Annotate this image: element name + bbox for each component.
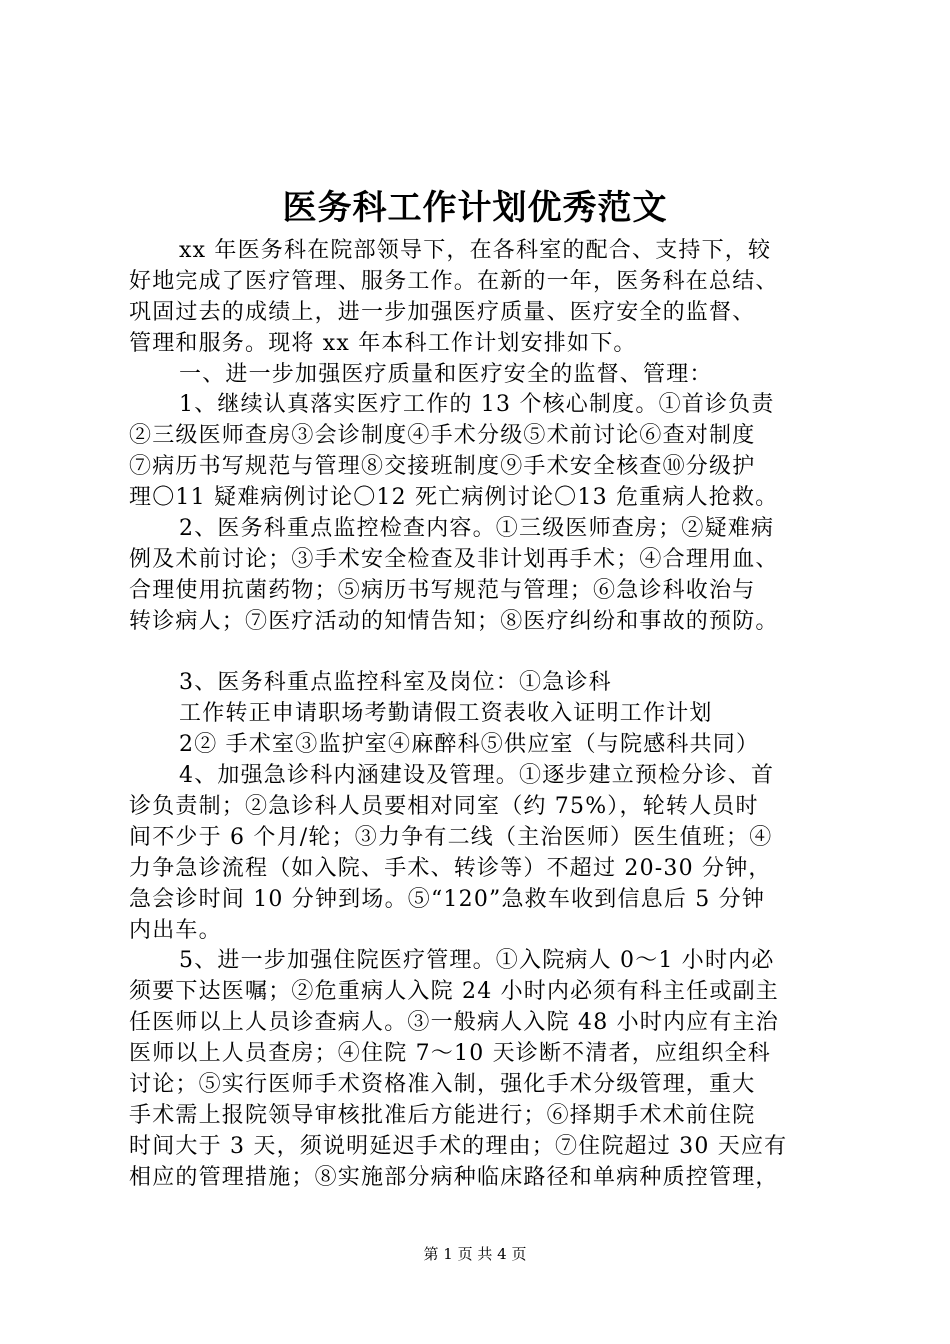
paragraph-line: 内出车。 bbox=[129, 917, 222, 943]
paragraph-line: 急会诊时间 10 分钟到场。⑤“120”急救车收到信息后 5 分钟 bbox=[129, 886, 766, 912]
paragraph-line: xx 年医务科在院部领导下，在各科室的配合、支持下，较 bbox=[179, 238, 772, 263]
paragraph-line: 3、医务科重点监控科室及岗位：①急诊科 bbox=[179, 670, 612, 696]
paragraph-line: 诊负责制；②急诊科人员要相对同室（约 75%），轮转人员时 bbox=[129, 794, 759, 820]
paragraph-line: 手术需上报院领导审核批准后方能进行；⑥择期手术术前住院 bbox=[129, 1102, 756, 1128]
paragraph-line: 医师以上人员查房；④住院 7～10 天诊断不清者，应组织全科 bbox=[129, 1041, 771, 1067]
paragraph-line: 好地完成了医疗管理、服务工作。在新的一年，医务科在总结、 bbox=[129, 268, 779, 294]
paragraph-line: ②三级医师查房③会诊制度④手术分级⑤术前讨论⑥查对制度 bbox=[129, 423, 756, 449]
paragraph-line: 5、进一步加强住院医疗管理。①入院病人 0～1 小时内必 bbox=[179, 948, 775, 974]
paragraph-line: 转诊病人；⑦医疗活动的知情告知；⑧医疗纠纷和事故的预防。 bbox=[129, 608, 779, 634]
page-footer: 第 1 页 共 4 页 bbox=[423, 1245, 527, 1263]
paragraph-line: 须要下达医嘱；②危重病人入院 24 小时内必须有科主任或副主 bbox=[129, 979, 779, 1005]
section-heading: 一、进一步加强医疗质量和医疗安全的监督、管理： bbox=[179, 361, 713, 387]
paragraph-line: 4、加强急诊科内涵建设及管理。①逐步建立预检分诊、首 bbox=[179, 763, 775, 789]
paragraph-line: 间不少于 6 个月/轮；③力争有二线（主治医师）医生值班；④ bbox=[129, 824, 773, 850]
paragraph-line: 管理和服务。现将 xx 年本科工作计划安排如下。 bbox=[129, 330, 637, 356]
paragraph-line: 巩固过去的成绩上，进一步加强医疗质量、医疗安全的监督、 bbox=[129, 299, 756, 325]
document-title: 医务科工作计划优秀范文 bbox=[282, 188, 668, 228]
document-body bbox=[129, 236, 849, 1194]
paragraph-line: 合理使用抗菌药物；⑤病历书写规范与管理；⑥急诊科收治与 bbox=[129, 577, 756, 603]
paragraph-line: 力争急诊流程（如入院、手术、转诊等）不超过 20-30 分钟， bbox=[129, 855, 772, 881]
paragraph-line: 2、医务科重点监控检查内容。①三级医师查房；②疑难病 bbox=[179, 516, 775, 542]
paragraph-line: 理〇11 疑难病例讨论〇12 死亡病例讨论〇13 危重病人抢救。 bbox=[129, 485, 779, 511]
paragraph-line: 相应的管理措施；⑧实施部分病种临床路径和单病种质控管理， bbox=[129, 1164, 779, 1190]
paragraph-line: 2② 手术室③监护室④麻醉科⑤供应室（与院感科共同） bbox=[179, 732, 760, 758]
paragraph-line: 讨论；⑤实行医师手术资格准入制，强化手术分级管理，重大 bbox=[129, 1072, 756, 1098]
paragraph-line: 时间大于 3 天，须说明延迟手术的理由；⑦住院超过 30 天应有 bbox=[129, 1133, 788, 1159]
paragraph-line: ⑦病历书写规范与管理⑧交接班制度⑨手术安全核查⑩分级护 bbox=[129, 454, 756, 480]
blank-line bbox=[129, 638, 849, 669]
paragraph-line: 1、继续认真落实医疗工作的 13 个核心制度。①首诊负责 bbox=[179, 392, 775, 418]
paragraph-line: 例及术前讨论；③手术安全检查及非计划再手术；④合理用血、 bbox=[129, 546, 779, 572]
paragraph-line: 任医师以上人员诊查病人。③一般病人入院 48 小时内应有主治 bbox=[129, 1010, 779, 1036]
inserted-links-line: 工作转正申请职场考勤请假工资表收入证明工作计划 bbox=[179, 701, 713, 727]
